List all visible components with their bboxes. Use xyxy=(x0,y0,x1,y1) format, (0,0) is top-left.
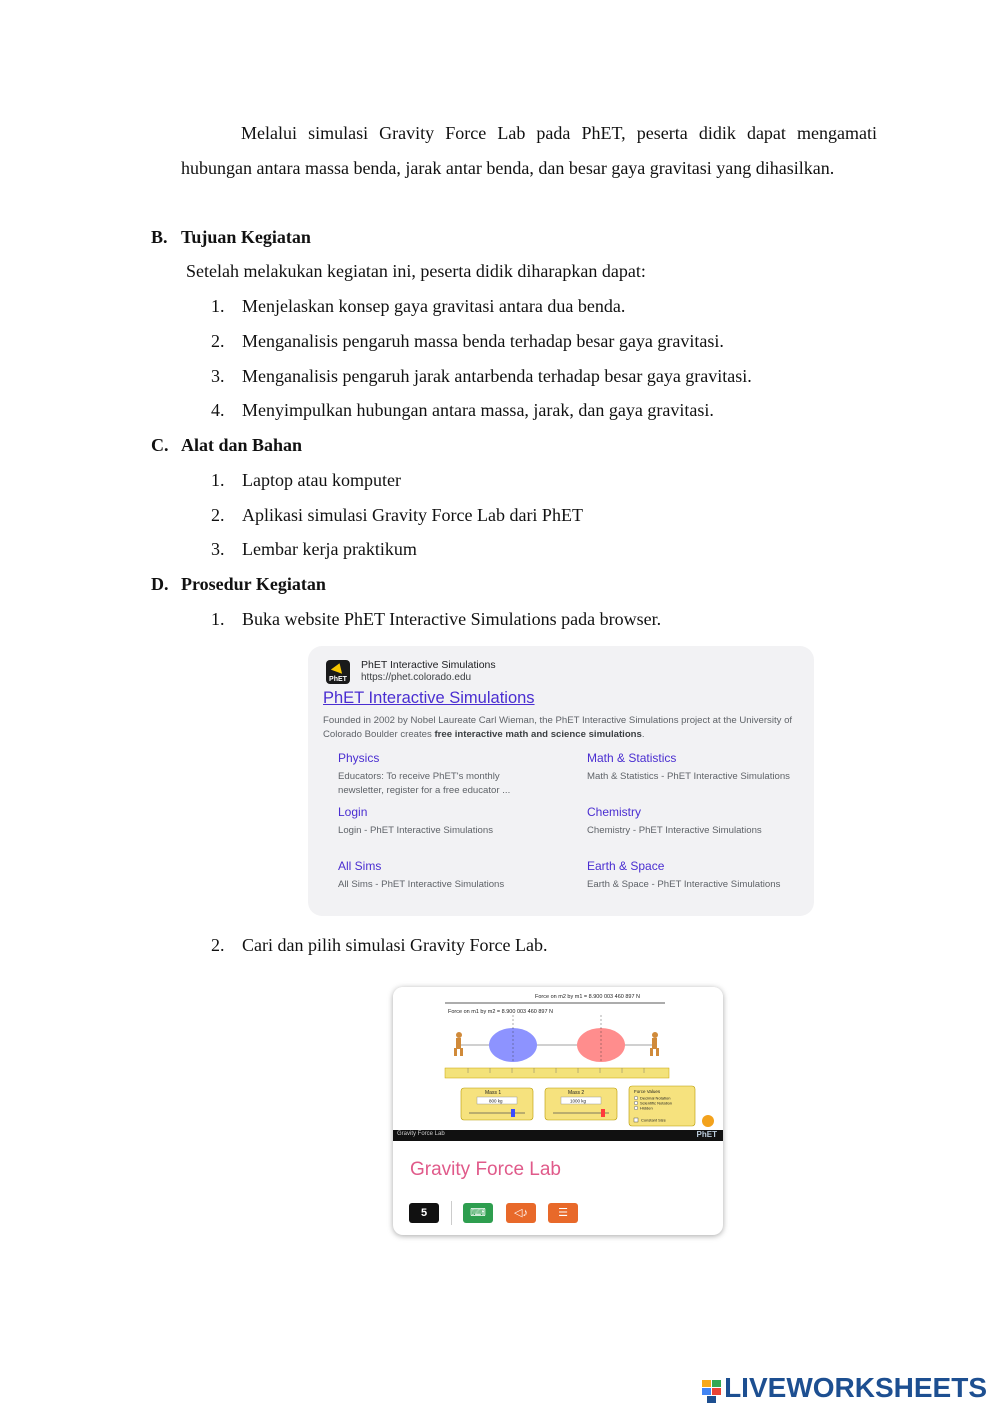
section-d-letter: D. xyxy=(151,574,169,594)
objective-number: 1. xyxy=(211,296,225,316)
force-bottom-readout: Force on m1 by m2 = 8.900 003 460 897 N xyxy=(448,1009,554,1015)
search-site-name: PhET Interactive Simulations xyxy=(361,659,496,671)
html5-icon: 5 xyxy=(409,1203,439,1223)
objective-number: 3. xyxy=(211,366,225,386)
objective-item: Menganalisis pengaruh massa benda terhadap besar gaya gravitasi. xyxy=(242,331,724,351)
material-number: 1. xyxy=(211,470,225,490)
section-b-letter: B. xyxy=(151,227,168,247)
sitelink-physics[interactable]: Physics Educators: To receive PhET's monthly newsletter, register for a free educator ... xyxy=(338,751,511,796)
objective-item: Menyimpulkan hubungan antara massa, jarak, dan gaya gravitasi. xyxy=(242,400,714,420)
material-number: 2. xyxy=(211,505,225,525)
svg-text:Constant Size: Constant Size xyxy=(641,1117,666,1123)
search-result-card xyxy=(308,646,814,916)
liveworksheets-logo-icon xyxy=(702,1378,722,1402)
mass-1-slider-thumb xyxy=(511,1109,515,1117)
svg-text:1000 kg: 1000 kg xyxy=(570,1098,587,1104)
section-d-title: Prosedur Kegiatan xyxy=(181,574,326,594)
section-b-intro: Setelah melakukan kegiatan ini, peserta didik diharapkan dapat: xyxy=(186,261,646,281)
material-number: 3. xyxy=(211,539,225,559)
force-top-readout: Force on m2 by m1 = 8.900 003 460 897 N xyxy=(535,994,641,1000)
objective-item: Menjelaskan konsep gaya gravitasi antara dua benda. xyxy=(242,296,626,316)
sitelink-all-sims[interactable]: All Sims All Sims - PhET Interactive Simulations xyxy=(338,859,505,890)
procedure-item: Buka website PhET Interactive Simulations pada browser. xyxy=(242,609,662,629)
mass-2-slider-thumb xyxy=(601,1109,605,1117)
procedure-number: 2. xyxy=(211,935,225,955)
sitelink-chemistry[interactable]: Chemistry Chemistry - PhET Interactive Simulations xyxy=(587,805,762,836)
objective-number: 2. xyxy=(211,331,225,351)
section-c-letter: C. xyxy=(151,435,169,455)
ruler xyxy=(445,1068,669,1078)
svg-text:Mass 2: Mass 2 xyxy=(568,1090,585,1096)
svg-text:Force Values: Force Values xyxy=(634,1089,661,1094)
svg-text:Mass 1: Mass 1 xyxy=(485,1090,502,1096)
search-result-description: Founded in 2002 by Nobel Laureate Carl Wieman, the PhET Interactive Simulations project at the University of Colorado Boulder creates free interactive math and science simulations. xyxy=(323,715,793,740)
sitelink-math-statistics[interactable]: Math & Statistics Math & Statistics - PhET Interactive Simulations xyxy=(587,751,790,782)
section-b-title: Tujuan Kegiatan xyxy=(181,227,311,247)
gravity-force-lab-card[interactable] xyxy=(393,987,723,1235)
search-result-title-link[interactable]: PhET Interactive Simulations xyxy=(323,689,535,707)
reset-icon xyxy=(702,1115,714,1127)
intro-paragraph: Melalui simulasi Gravity Force Lab pada PhET, peserta didik dapat mengamati hubungan antara massa benda, jarak antar benda, dan besar gaya gravitasi yang dihasilkan. xyxy=(181,123,877,178)
keyboard-icon: ⌨ xyxy=(463,1203,493,1223)
simulation-title: Gravity Force Lab xyxy=(410,1159,561,1180)
material-item: Aplikasi simulasi Gravity Force Lab dari PhET xyxy=(242,505,583,525)
search-url: https://phet.colorado.edu xyxy=(361,672,472,683)
material-item: Lembar kerja praktikum xyxy=(242,539,417,559)
svg-text:Decimal Notation: Decimal Notation xyxy=(640,1095,671,1101)
liveworksheets-watermark: LIVEWORKSHEETS xyxy=(702,1372,987,1404)
simulation-screenshot xyxy=(393,987,723,1130)
svg-text:Hidden: Hidden xyxy=(640,1105,653,1111)
svg-text:Scientific Notation: Scientific Notation xyxy=(640,1100,673,1106)
objective-item: Menganalisis pengaruh jarak antarbenda terhadap besar gaya gravitasi. xyxy=(242,366,752,386)
section-c-title: Alat dan Bahan xyxy=(181,435,303,455)
procedure-number: 1. xyxy=(211,609,225,629)
sound-icon: ◁♪ xyxy=(506,1203,536,1223)
objective-number: 4. xyxy=(211,400,225,420)
sim-nav-bar: Gravity Force Lab PhET xyxy=(393,1130,723,1141)
sitelink-login[interactable]: Login Login - PhET Interactive Simulations xyxy=(338,805,493,836)
procedure-item: Cari dan pilih simulasi Gravity Force Lab. xyxy=(242,935,548,955)
svg-text:800 kg: 800 kg xyxy=(489,1098,503,1104)
chat-bubble-icon: ☰ xyxy=(548,1203,578,1223)
material-item: Laptop atau komputer xyxy=(242,470,401,490)
phet-logo-icon: PhET xyxy=(326,660,350,684)
sitelink-earth-space[interactable]: Earth & Space Earth & Space - PhET Interactive Simulations xyxy=(587,859,781,890)
